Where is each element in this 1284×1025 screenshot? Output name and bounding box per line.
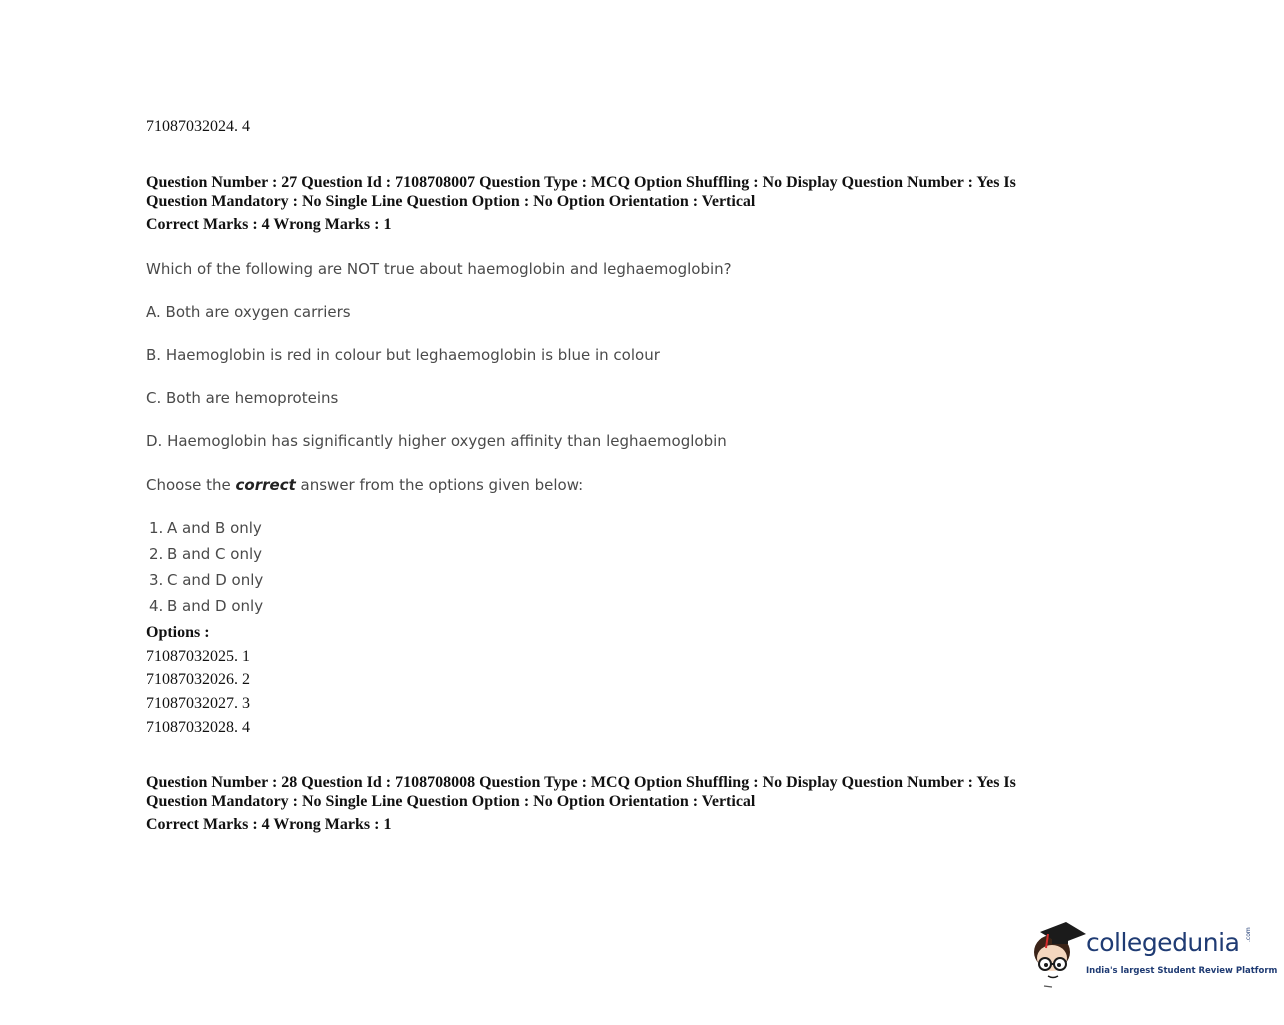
q27-option-4: 71087032028. 4	[146, 719, 250, 736]
q27-header	[146, 173, 1106, 211]
q28-header	[146, 773, 1106, 811]
q27-choice-2	[149, 545, 262, 563]
logo-tagline: India's largest Student Review Platform	[1086, 966, 1278, 976]
q27-statement-b: B. Haemoglobin is red in colour but leghaemoglobin is blue in colour	[146, 346, 660, 364]
choose-suffix: answer from the options given below:	[295, 476, 584, 494]
mascot-icon	[1026, 918, 1088, 990]
choice-number: 1.	[149, 519, 164, 537]
choice-text: B and C only	[167, 545, 263, 563]
q27-header-line1: Question Number : 27 Question Id : 7108708007 Question Type : MCQ Option Shuffling : No Display Question Number : Yes Is	[146, 174, 1016, 191]
q27-choice-1	[149, 519, 262, 537]
q27-option-1: 71087032025. 1	[146, 648, 250, 665]
previous-option-id: 71087032024. 4	[146, 118, 250, 135]
choose-prefix: Choose the	[146, 476, 236, 494]
q27-header-line2: Question Mandatory : No Single Line Question Option : No Option Orientation : Vertical	[146, 193, 756, 210]
logo-domain: .com	[1245, 927, 1252, 942]
q28-header-line2: Question Mandatory : No Single Line Question Option : No Option Orientation : Vertical	[146, 793, 756, 810]
q27-statement-c: C. Both are hemoproteins	[146, 389, 339, 407]
collegedunia-logo	[1026, 918, 1278, 990]
q27-options-label: Options :	[146, 624, 210, 641]
choice-number: 3.	[149, 571, 164, 589]
choice-number: 2.	[149, 545, 164, 563]
q27-choice-4	[149, 597, 263, 615]
q27-option-2: 71087032026. 2	[146, 671, 250, 688]
q27-statement-a: A. Both are oxygen carriers	[146, 303, 351, 321]
choice-text: A and B only	[167, 519, 262, 537]
choice-text: B and D only	[167, 597, 264, 615]
q28-header-line1: Question Number : 28 Question Id : 7108708008 Question Type : MCQ Option Shuffling : No Display Question Number : Yes Is	[146, 774, 1016, 791]
q27-statement-d: D. Haemoglobin has significantly higher oxygen affinity than leghaemoglobin	[146, 432, 727, 450]
q27-option-3: 71087032027. 3	[146, 695, 250, 712]
q28-marks: Correct Marks : 4 Wrong Marks : 1	[146, 816, 392, 833]
logo-name: collegedunia	[1086, 928, 1240, 957]
q27-choice-3	[149, 571, 263, 589]
choice-text: C and D only	[167, 571, 264, 589]
q27-choose-instruction	[146, 476, 583, 494]
q27-question-text: Which of the following are NOT true about haemoglobin and leghaemoglobin?	[146, 260, 732, 278]
choose-emphasis: correct	[235, 476, 296, 494]
choice-number: 4.	[149, 597, 164, 615]
q27-marks: Correct Marks : 4 Wrong Marks : 1	[146, 216, 392, 233]
